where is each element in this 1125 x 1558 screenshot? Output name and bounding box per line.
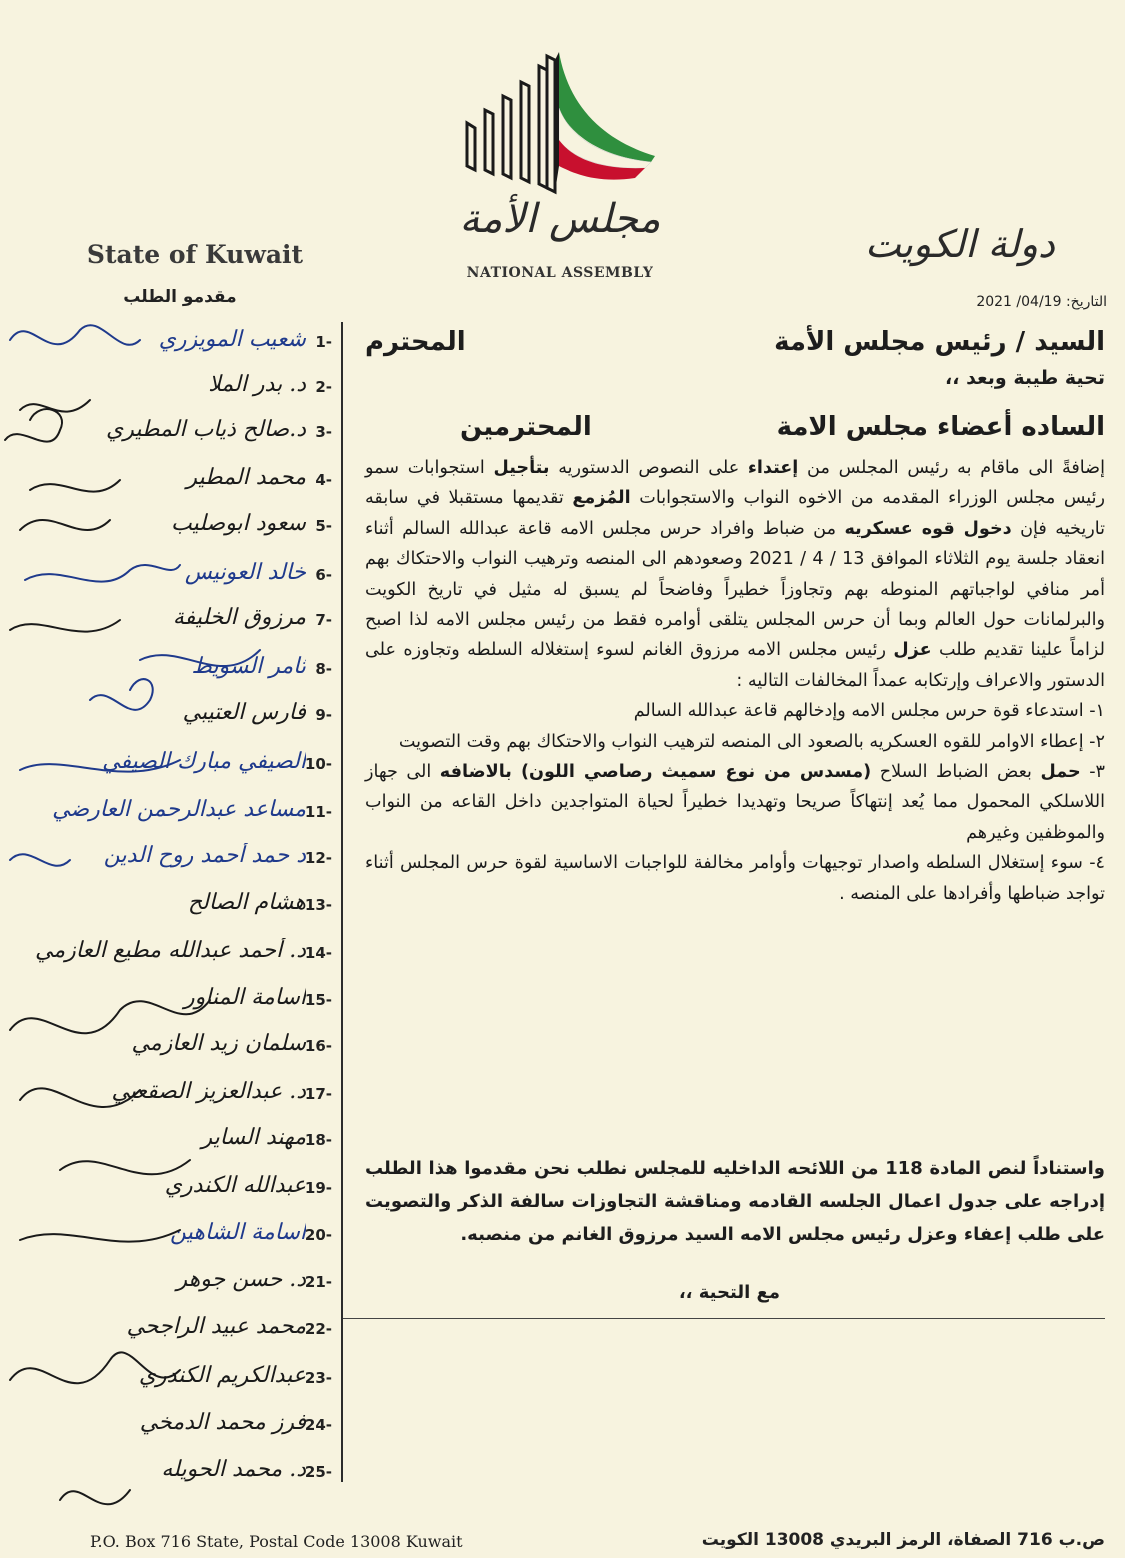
signatory-number: 19- bbox=[304, 1179, 332, 1197]
signatory-row bbox=[0, 1123, 340, 1163]
text-run-bold: بتأجيل bbox=[493, 458, 550, 478]
signatory-signature: د.صالح ذياب المطيري bbox=[106, 417, 306, 442]
footer-address-ar: ص.ب 716 الصفاة، الرمز البريدي 13008 الكويت bbox=[701, 1530, 1105, 1550]
signatory-row bbox=[0, 370, 340, 410]
signatory-number: 21- bbox=[304, 1273, 332, 1291]
signatory-signature: محمد عبيد الراجحي bbox=[126, 1314, 306, 1339]
assembly-name-en: NATIONAL ASSEMBLY bbox=[466, 265, 654, 281]
signatory-number: 20- bbox=[304, 1226, 332, 1244]
text-run: على النصوص الدستوريه bbox=[549, 458, 748, 478]
signatory-row bbox=[0, 698, 340, 738]
signatory-signature: عبدالكريم الكندري bbox=[138, 1363, 306, 1388]
signatory-row bbox=[0, 603, 340, 643]
honorific-2: المحترمين bbox=[460, 412, 592, 442]
signatory-signature: سلمان زيد العازمي bbox=[131, 1031, 306, 1056]
signatory-signature: فرز محمد الدمخي bbox=[139, 1410, 306, 1435]
signature-column-divider bbox=[341, 322, 343, 1482]
addressee-members bbox=[365, 412, 1105, 442]
signatory-number: 8- bbox=[315, 660, 332, 678]
signatory-row bbox=[0, 1455, 340, 1495]
signatory-row bbox=[0, 325, 340, 365]
signatory-signature: اسامة الشاهين bbox=[170, 1220, 306, 1245]
text-run-bold: المُزمع bbox=[572, 488, 631, 509]
signatory-row bbox=[0, 841, 340, 881]
signatory-number: 15- bbox=[304, 991, 332, 1009]
signatory-row bbox=[0, 936, 340, 976]
signatory-number: 1- bbox=[315, 333, 332, 351]
letter-body bbox=[365, 453, 1105, 909]
signatory-number: 25- bbox=[304, 1463, 332, 1481]
signatory-row bbox=[0, 1029, 340, 1069]
signatory-row bbox=[0, 652, 340, 692]
signatory-row bbox=[0, 463, 340, 503]
signatory-row bbox=[0, 1361, 340, 1401]
text-run: إضافةً الى ماقام به رئيس المجلس من bbox=[798, 458, 1105, 478]
assembly-name-ar: مجلس الأمة bbox=[459, 196, 661, 242]
signatory-row bbox=[0, 1312, 340, 1352]
text-run-bold: (مسدس من نوع سميث رصاصي اللون) بالاضافه bbox=[439, 762, 872, 783]
signatory-signature: د. حسن جوهر bbox=[176, 1267, 306, 1292]
signatory-signature: مساعد عبدالرحمن العارضي bbox=[52, 797, 306, 822]
violation-item-1: ١- استدعاء قوة حرس مجلس الامه وإدخالهم قاعة عبدالله السالم bbox=[633, 701, 1105, 722]
regards: مع التحية ،، bbox=[678, 1282, 780, 1303]
text-run: من ضباط وافراد حرس مجلس الامه قاعة عبدالله السالم أثناء انعقاد جلسة يوم الثلاثاء الموافق 13 / 4 / 2021 وصعودهم الى المنصه وترهيب النواب والاحتكاك بهم أمر منافي لواجباتهم المنوطه بهم وتجاوزاً خطيراً وفاضحاً لم يسبق له مثيل في تاريخ الكويت والبرلمانات حول العالم وبما أن حرس المجلس يتلقى أوامره فقط من رئيس مجلس الامه لذا اصبح لزاماً علينا تقديم طلب bbox=[365, 518, 1105, 661]
submitters-label: مقدمو الطلب bbox=[123, 287, 237, 307]
signatory-number: 13- bbox=[304, 896, 332, 914]
addressee-president bbox=[365, 327, 1105, 357]
signatory-signature: عبدالله الكندري bbox=[164, 1173, 306, 1198]
signatory-row bbox=[0, 983, 340, 1023]
signatory-signature: ثامر السويط bbox=[191, 654, 306, 679]
signatory-number: 10- bbox=[304, 755, 332, 773]
signatory-signature: فارس العتيبي bbox=[182, 700, 306, 725]
national-assembly-logo bbox=[455, 48, 665, 200]
signatory-number: 7- bbox=[315, 611, 332, 629]
signatory-signature: د. أحمد عبدالله مطيع العازمي bbox=[34, 938, 306, 963]
text-run: رئيس مجلس الامه مرزوق الغانم لسوء إستغلاله السلطه وتجاوزه على الدستور والاعراف وإرتكابه عمداً المخالفات التاليه : bbox=[365, 640, 1105, 691]
text-run-bold: حمل bbox=[1040, 762, 1081, 783]
signatory-number: 14- bbox=[304, 944, 332, 962]
signatory-signature: د. عبدالعزيز الصقعبي bbox=[111, 1079, 306, 1104]
violation-item-3 bbox=[365, 757, 1105, 848]
signatory-row bbox=[0, 415, 340, 455]
signatory-number: 18- bbox=[304, 1131, 332, 1149]
signatory-signature: الصيفي مبارك الصيفي bbox=[102, 749, 306, 774]
closing-request: واستناداً لنص المادة 118 من اللائحه الداخليه للمجلس نطلب نحن مقدموا هذا الطلب إدراجه على جدول اعمال الجلسه القادمه ومناقشة التجاوزات سالفة الذكر والتصويت على طلب إعفاء وعزل رئيس مجلس الامه السيد مرزوق الغانم من منصبه. bbox=[365, 1158, 1105, 1245]
signatory-row bbox=[0, 558, 340, 598]
footer-divider bbox=[343, 1318, 1105, 1319]
footer-address-en: P.O. Box 716 State, Postal Code 13008 Kuwait bbox=[90, 1532, 463, 1551]
signatory-signature: محمد المطير bbox=[186, 465, 306, 490]
signatory-signature: مهند الساير bbox=[201, 1125, 306, 1150]
addressee-president-text: السيد / رئيس مجلس الأمة bbox=[774, 327, 1105, 357]
signatory-number: 5- bbox=[315, 517, 332, 535]
signatory-number: 2- bbox=[315, 378, 332, 396]
signatory-row bbox=[0, 888, 340, 928]
signatory-number: 17- bbox=[304, 1085, 332, 1103]
violation-item-4: ٤- سوء إستغلال السلطه واصدار توجيهات وأوامر مخالفة للواجبات الاساسية لقوة حرس المجلس أثناء تواجد ضباطها وأفرادها على المنصه . bbox=[365, 853, 1105, 904]
signatory-signature: د. محمد الحويله bbox=[161, 1457, 306, 1482]
signatory-signature: شعيب المويزري bbox=[158, 327, 306, 352]
signatory-signature: سعود ابوصليب bbox=[170, 511, 306, 536]
violation-item-2: ٢- إعطاء الاوامر للقوه العسكريه بالصعود الى المنصه لترهيب النواب والاحتكاك بهم وقت التصويت bbox=[398, 731, 1105, 752]
signatory-row bbox=[0, 1218, 340, 1258]
text-run: الى جهاز اللاسلكي المحمول مما يُعد إنتهاكاً صريحا وتهديدا خطيراً لحياة المتواجدين داخل القاعه من النواب والموظفين وغيرهم bbox=[365, 762, 1105, 843]
signatory-signature: د حمد أحمد روح الدين bbox=[103, 843, 306, 868]
signatory-row bbox=[0, 1171, 340, 1211]
paragraph-main bbox=[365, 453, 1105, 696]
signatory-signature: اسامة المناور bbox=[184, 985, 306, 1010]
signatory-number: 9- bbox=[315, 706, 332, 724]
signatory-row bbox=[0, 1265, 340, 1305]
text-run-bold: دخول قوه عسكريه bbox=[844, 518, 1012, 539]
signatory-row bbox=[0, 1408, 340, 1448]
signatory-row bbox=[0, 509, 340, 549]
signatory-number: 12- bbox=[304, 849, 332, 867]
signatory-number: 6- bbox=[315, 566, 332, 584]
signatory-number: 11- bbox=[304, 803, 332, 821]
text-run: استجوابات سمو رئيس مجلس الوزراء المقدمه من الاخوه النواب والاستجوابات bbox=[365, 458, 1105, 509]
signatory-row bbox=[0, 747, 340, 787]
date-label: التاريخ: bbox=[1065, 294, 1107, 310]
signatory-number: 22- bbox=[304, 1320, 332, 1338]
signatory-row bbox=[0, 795, 340, 835]
state-name-en: State of Kuwait bbox=[86, 240, 304, 269]
date-value: 2021 /04/19 bbox=[976, 294, 1062, 310]
addressee-members-text: الساده أعضاء مجلس الامة bbox=[776, 412, 1105, 442]
signatory-row bbox=[0, 1077, 340, 1117]
signatory-signature: هشام الصالح bbox=[187, 890, 306, 915]
signatory-number: 4- bbox=[315, 471, 332, 489]
signatory-number: 24- bbox=[304, 1416, 332, 1434]
signatory-number: 3- bbox=[315, 423, 332, 441]
text-run: تقديمها مستقبلا في سابقه تاريخيه فإن bbox=[365, 488, 1105, 539]
signatory-signature: د. بدر الملا bbox=[208, 372, 306, 397]
signatory-number: 16- bbox=[304, 1037, 332, 1055]
signatory-number: 23- bbox=[304, 1369, 332, 1387]
text-run-bold: عزل bbox=[893, 640, 932, 661]
text-run: بعض الضباط السلاح bbox=[871, 762, 1041, 783]
greeting: تحية طيبة وبعد ،، bbox=[945, 367, 1105, 389]
signatory-signature: مرزوق الخليفة bbox=[172, 605, 306, 630]
text-run: ٣- bbox=[1080, 762, 1105, 783]
honorific-1: المحترم bbox=[365, 327, 466, 357]
signatory-signature: خالد العونيس bbox=[184, 560, 306, 585]
state-name-ar: دولة الكويت bbox=[865, 222, 1055, 266]
text-run-bold: إعتداء bbox=[747, 458, 799, 478]
letter-date bbox=[976, 294, 1107, 310]
